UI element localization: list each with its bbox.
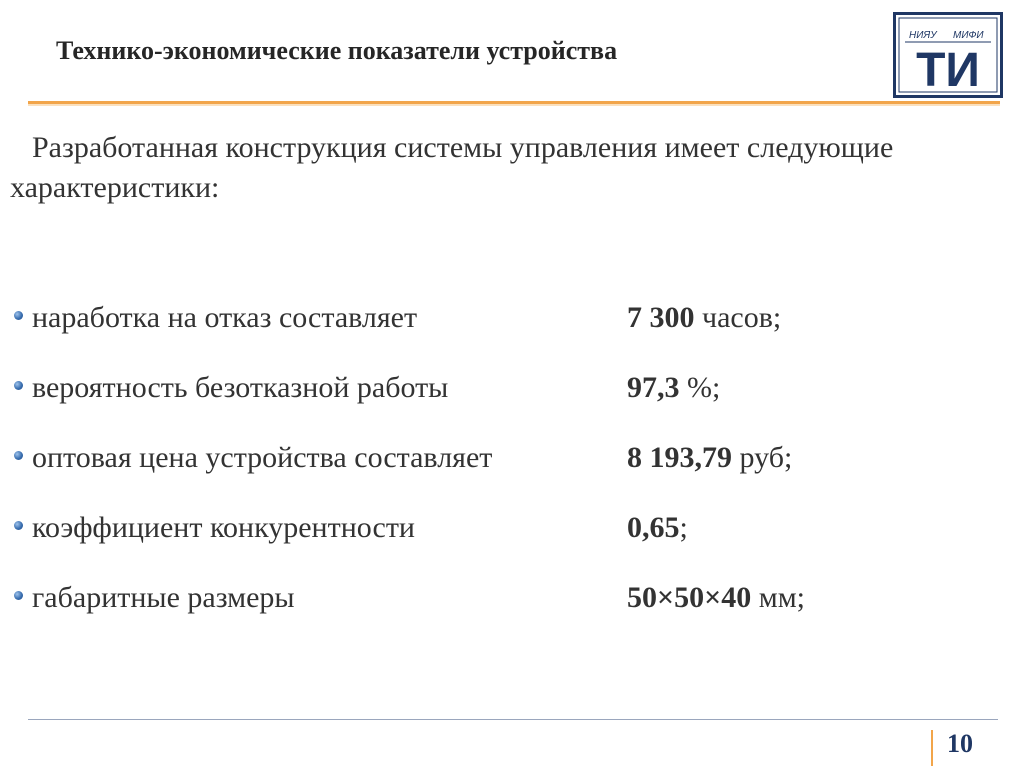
list-item xyxy=(14,506,994,576)
page-number-separator xyxy=(931,730,933,766)
item-value-group xyxy=(627,436,792,480)
logo-letters: ТИ xyxy=(916,44,980,97)
bullet-icon xyxy=(14,381,23,390)
characteristics-list xyxy=(14,296,994,646)
item-unit: часов; xyxy=(694,301,782,334)
item-label: оптовая цена устройства составляет xyxy=(32,441,493,474)
list-item xyxy=(14,576,994,646)
bullet-icon xyxy=(14,521,23,530)
intro-paragraph: Разработанная конструкция системы управления имеет следующие характеристики: xyxy=(10,131,894,204)
logo xyxy=(893,12,1003,98)
item-label: коэффициент конкурентности xyxy=(32,511,415,544)
item-value-group xyxy=(627,506,688,550)
bullet-icon xyxy=(14,591,23,600)
page-number: 10 xyxy=(947,729,973,758)
item-label: габаритные размеры xyxy=(32,581,295,614)
logo-mark xyxy=(893,12,1003,98)
item-value: 97,3 xyxy=(627,371,680,404)
item-value: 8 193,79 xyxy=(627,441,732,474)
slide-title: Технико-экономические показатели устройства xyxy=(56,36,618,65)
item-label: наработка на отказ составляет xyxy=(32,301,418,334)
item-unit: ; xyxy=(679,511,688,544)
list-item xyxy=(14,366,994,436)
item-value-group xyxy=(627,366,720,410)
list-item xyxy=(14,436,994,506)
intro-text xyxy=(10,128,1020,208)
logo-text-right: МИФИ xyxy=(953,30,984,41)
bullet-icon xyxy=(14,451,23,460)
item-unit: руб; xyxy=(732,441,793,474)
item-unit: мм; xyxy=(751,581,806,614)
item-value: 50×50×40 xyxy=(627,581,752,614)
item-label: вероятность безотказной работы xyxy=(32,371,449,404)
item-unit: %; xyxy=(679,371,721,404)
item-value-group xyxy=(627,576,805,620)
item-value-group xyxy=(627,296,781,340)
footer-divider xyxy=(28,719,998,720)
title-underline xyxy=(28,101,1000,104)
bullet-icon xyxy=(14,311,23,320)
list-item xyxy=(14,296,994,366)
item-value: 0,65 xyxy=(627,511,680,544)
logo-text-left: НИЯУ xyxy=(909,30,937,41)
item-value: 7 300 xyxy=(627,301,695,334)
